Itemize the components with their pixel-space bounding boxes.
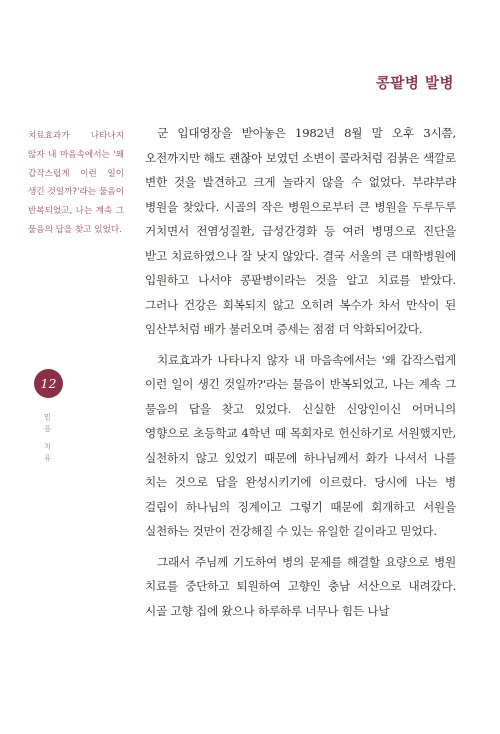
paragraph: 그래서 주님께 기도하여 병의 문제를 해결할 요량으로 병원 치료를 중단하고 퇴원하여 고향인 충남 서산으로 내려갔다. 시골 고향 집에 왔으나 하루하루 너무나 힘든 나날 — [145, 554, 456, 618]
margin-pull-quote: 치료효과가 나타나지 않자 내 마음속에서는 '왜 갑작스럽게 이런 일이 생긴 것일까?'라는 물음이 반복되었고, 나는 계속 그 물음의 답을 찾고 있었다. — [28, 131, 124, 235]
page-number: 12 — [40, 376, 57, 391]
paragraph: 군 입대영장을 받아놓은 1982년 8월 말 오후 3시쯤, 오전까지만 해도 괜찮아 보였던 소변이 콜라처럼 검붉은 색깔로 변한 것을 발견하고 크게 놀라지 않을 수 없었다. 부랴부랴 병원을 찾았다. 시골의 작은 병원으로부터 큰 병원을 두루두루 거치면서 전염성질환, 급성간경화 등 여러 병명으로 진단을 받고 치료하였으나 잘 낫지 않았다. 결국 서울의 큰 대학병원에 입원하고 나서야 콩팥병이라는 것을 알고 치료를 받았다. 그러나 건강은 회복되지 않고 오히려 복수가 차서 만삭이 된 임산부처럼 배가 불러오며 증세는 점점 더 악화되어갔다. — [145, 126, 456, 336]
paragraph: 치료효과가 나타나지 않자 내 마음속에서는 '왜 갑작스럽게 이런 일이 생긴 것일까?'라는 물음이 반복되었고, 나는 계속 그 물음의 답을 찾고 있었다. 신실한 신앙인이신 어머니의 영향으로 초등학교 4학년 때 목회자로 헌신하기로 서원했지만, 실천하지 않고 있었기 때문에 하나님께서 화가 나셔서 나를 치는 것으로 답을 완성시키기에 이르렀다. 당시에 나는 병 걸림이 하나님의 징계이고 그렇기 때문에 회개하고 서원을 실천하는 것만이 건강해질 수 있는 유일한 길이라고 믿었다. — [145, 352, 456, 538]
page-number-badge — [34, 369, 63, 398]
chapter-title: 콩팥병 발병 — [375, 76, 454, 92]
running-head: 믿음 치유 — [43, 413, 52, 466]
body-text — [145, 121, 456, 629]
